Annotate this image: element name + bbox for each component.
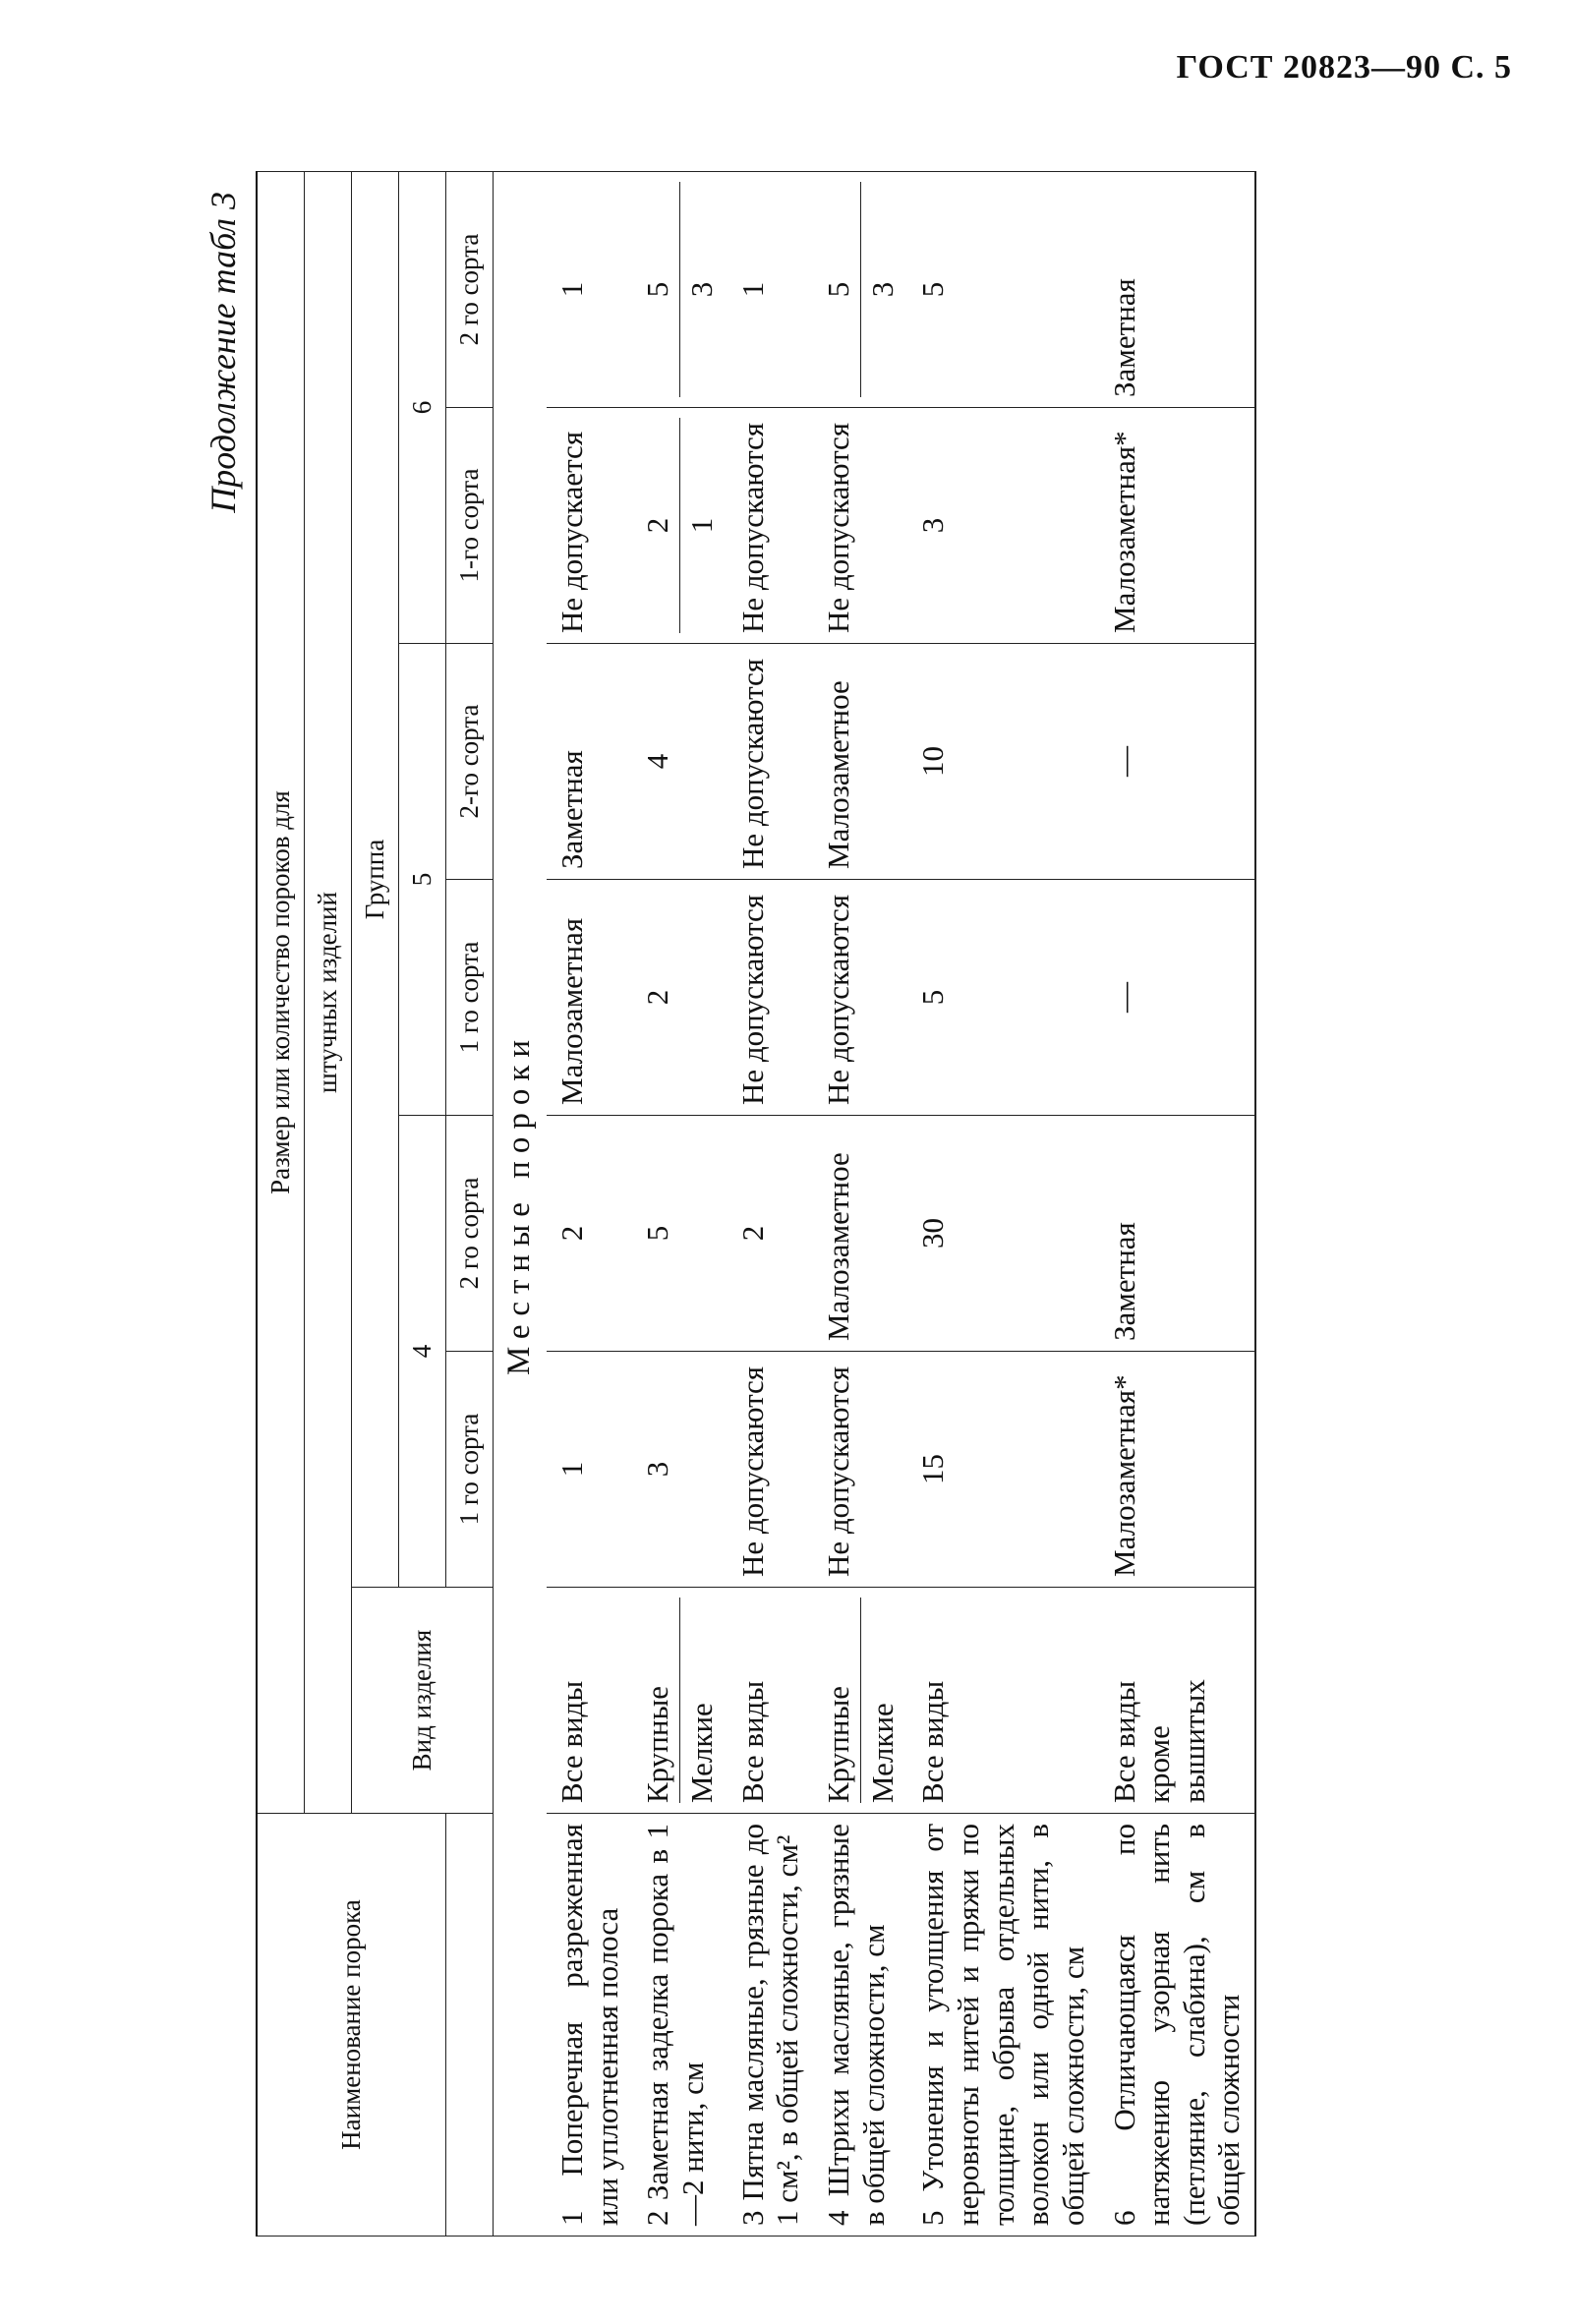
g6-grade2-value: 5	[907, 172, 1098, 408]
item-kind: Все виды кроме вышитых	[1099, 1588, 1256, 1814]
g6-grade2-split	[813, 172, 907, 408]
g6-grade2-split	[632, 172, 727, 408]
g4-grade2-value: 2	[547, 1116, 632, 1352]
g6-grade1-upper: 2	[640, 418, 680, 633]
item-kind-lower: Мелкие	[684, 1703, 720, 1803]
item-kind-upper: Крупные	[821, 1598, 861, 1803]
g4-grade1-value: 15	[907, 1352, 1098, 1588]
table-row	[547, 172, 632, 2237]
defect-name: 5 Утонения и утолщения от неровноты нитей и пряжи по толщине, обрыва отдельных волокон или одной нити, в общей сложности, см	[907, 1814, 1098, 2237]
g5-grade1-value: Малозаметная	[547, 880, 632, 1116]
item-kind: Все виды	[907, 1588, 1098, 1814]
defect-name: 3 Пятна масляные, грязные до 1 см², в общей сложности, см²	[727, 1814, 813, 2237]
g5-grade2-value: 10	[907, 644, 1098, 880]
header-g5-grade2: 2-го сорта	[446, 644, 494, 880]
g6-grade2-value: 1	[727, 172, 813, 408]
g4-grade1-value: Малозаметная*	[1099, 1352, 1256, 1588]
table-row	[632, 172, 727, 2237]
g5-grade2-value: Малозаметное	[813, 644, 907, 880]
g6-grade1-value: Не допускаются	[727, 408, 813, 644]
header-item-kind: Вид изделия	[352, 1588, 494, 1814]
g4-grade2-value: Малозаметное	[813, 1116, 907, 1352]
g6-grade1-value: Не допускаются	[813, 408, 907, 644]
g6-grade2-upper: 5	[640, 182, 680, 397]
header-group-6: 6	[399, 172, 446, 644]
item-kind-lower: Мелкие	[864, 1703, 900, 1803]
g4-grade1-value: Не допускаются	[813, 1352, 907, 1588]
g6-grade2-upper: 5	[821, 182, 861, 397]
defect-name: 4 Штрихи масляные, грязные в общей сложности, см	[813, 1814, 907, 2237]
g4-grade1-value: 1	[547, 1352, 632, 1588]
g5-grade2-value: Заметная	[547, 644, 632, 880]
g6-grade2-lower: 3	[684, 281, 720, 298]
g6-grade1-split	[632, 408, 727, 644]
header-group: Группа	[352, 172, 399, 1588]
item-kind: Все виды	[727, 1588, 813, 1814]
g4-grade2-value: Заметная	[1099, 1116, 1256, 1352]
g4-grade2-value: 2	[727, 1116, 813, 1352]
defect-name: 1 Поперечная разреженная или уплотненная полоса	[547, 1814, 632, 2237]
g6-grade1-value: 3	[907, 408, 1098, 644]
g4-grade2-value: 5	[632, 1116, 727, 1352]
header-group-4: 4	[399, 1116, 446, 1588]
table-row	[813, 172, 907, 2237]
table-row	[727, 172, 813, 2237]
page-header: ГОСТ 20823—90 С. 5	[1176, 49, 1512, 86]
g4-grade1-value: 3	[632, 1352, 727, 1588]
item-kind-split	[632, 1588, 727, 1814]
header-g4-grade2: 2 го сорта	[446, 1116, 494, 1352]
defect-name: 2 Заметная заделка порока в 1—2 нити, см	[632, 1814, 727, 2237]
item-kind: Все виды	[547, 1588, 632, 1814]
table-continuation-label: Продолжение табл 3	[204, 192, 243, 513]
g5-grade1-value: Не допускаются	[813, 880, 907, 1116]
g6-grade1-value: Не допускается	[547, 408, 632, 644]
header-group-5: 5	[399, 644, 446, 1116]
g5-grade1-value: 2	[632, 880, 727, 1116]
g6-grade2-value: 1	[547, 172, 632, 408]
table-row	[907, 172, 1098, 2237]
item-kind-upper: Крупные	[640, 1598, 680, 1803]
item-kind-split	[813, 1588, 907, 1814]
g4-grade2-value: 30	[907, 1116, 1098, 1352]
table-body	[494, 172, 1255, 2237]
header-piece-items: штучных изделий	[305, 172, 352, 1814]
header-size-count: Размер или количество пороков для	[257, 172, 305, 1814]
defect-name: 6 Отличающаяся по натяжению узорная нить (петляние, слабина), см в общей сложности	[1099, 1814, 1256, 2237]
g6-grade1-value: Малозаметная*	[1099, 408, 1256, 644]
table-row	[1099, 172, 1256, 2237]
header-defect-name: Наименование порока	[257, 1814, 446, 2237]
g6-grade1-lower: 1	[684, 517, 720, 534]
header-g6-grade1: 1-го сорта	[446, 408, 494, 644]
header-g4-grade1: 1 го сорта	[446, 1352, 494, 1588]
g5-grade1-value: 5	[907, 880, 1098, 1116]
section-title: Местные пороки	[494, 172, 547, 2237]
g5-grade2-value: Не допускаются	[727, 644, 813, 880]
header-g5-grade1: 1 го сорта	[446, 880, 494, 1116]
g4-grade1-value: Не допускаются	[727, 1352, 813, 1588]
header-g6-grade2: 2 го сорта	[446, 172, 494, 408]
g5-grade2-value: 4	[632, 644, 727, 880]
g6-grade2-lower: 3	[864, 281, 900, 298]
rotated-page-area	[197, 172, 1465, 2237]
g5-grade2-value: —	[1099, 644, 1256, 880]
g5-grade1-value: —	[1099, 880, 1256, 1116]
table-head	[257, 172, 494, 2237]
g5-grade1-value: Не допускаются	[727, 880, 813, 1116]
header-spacer	[446, 1814, 494, 2237]
rotated-table-container	[197, 172, 1465, 2237]
g6-grade2-value: Заметная	[1099, 172, 1256, 408]
defects-table	[256, 171, 1256, 2237]
